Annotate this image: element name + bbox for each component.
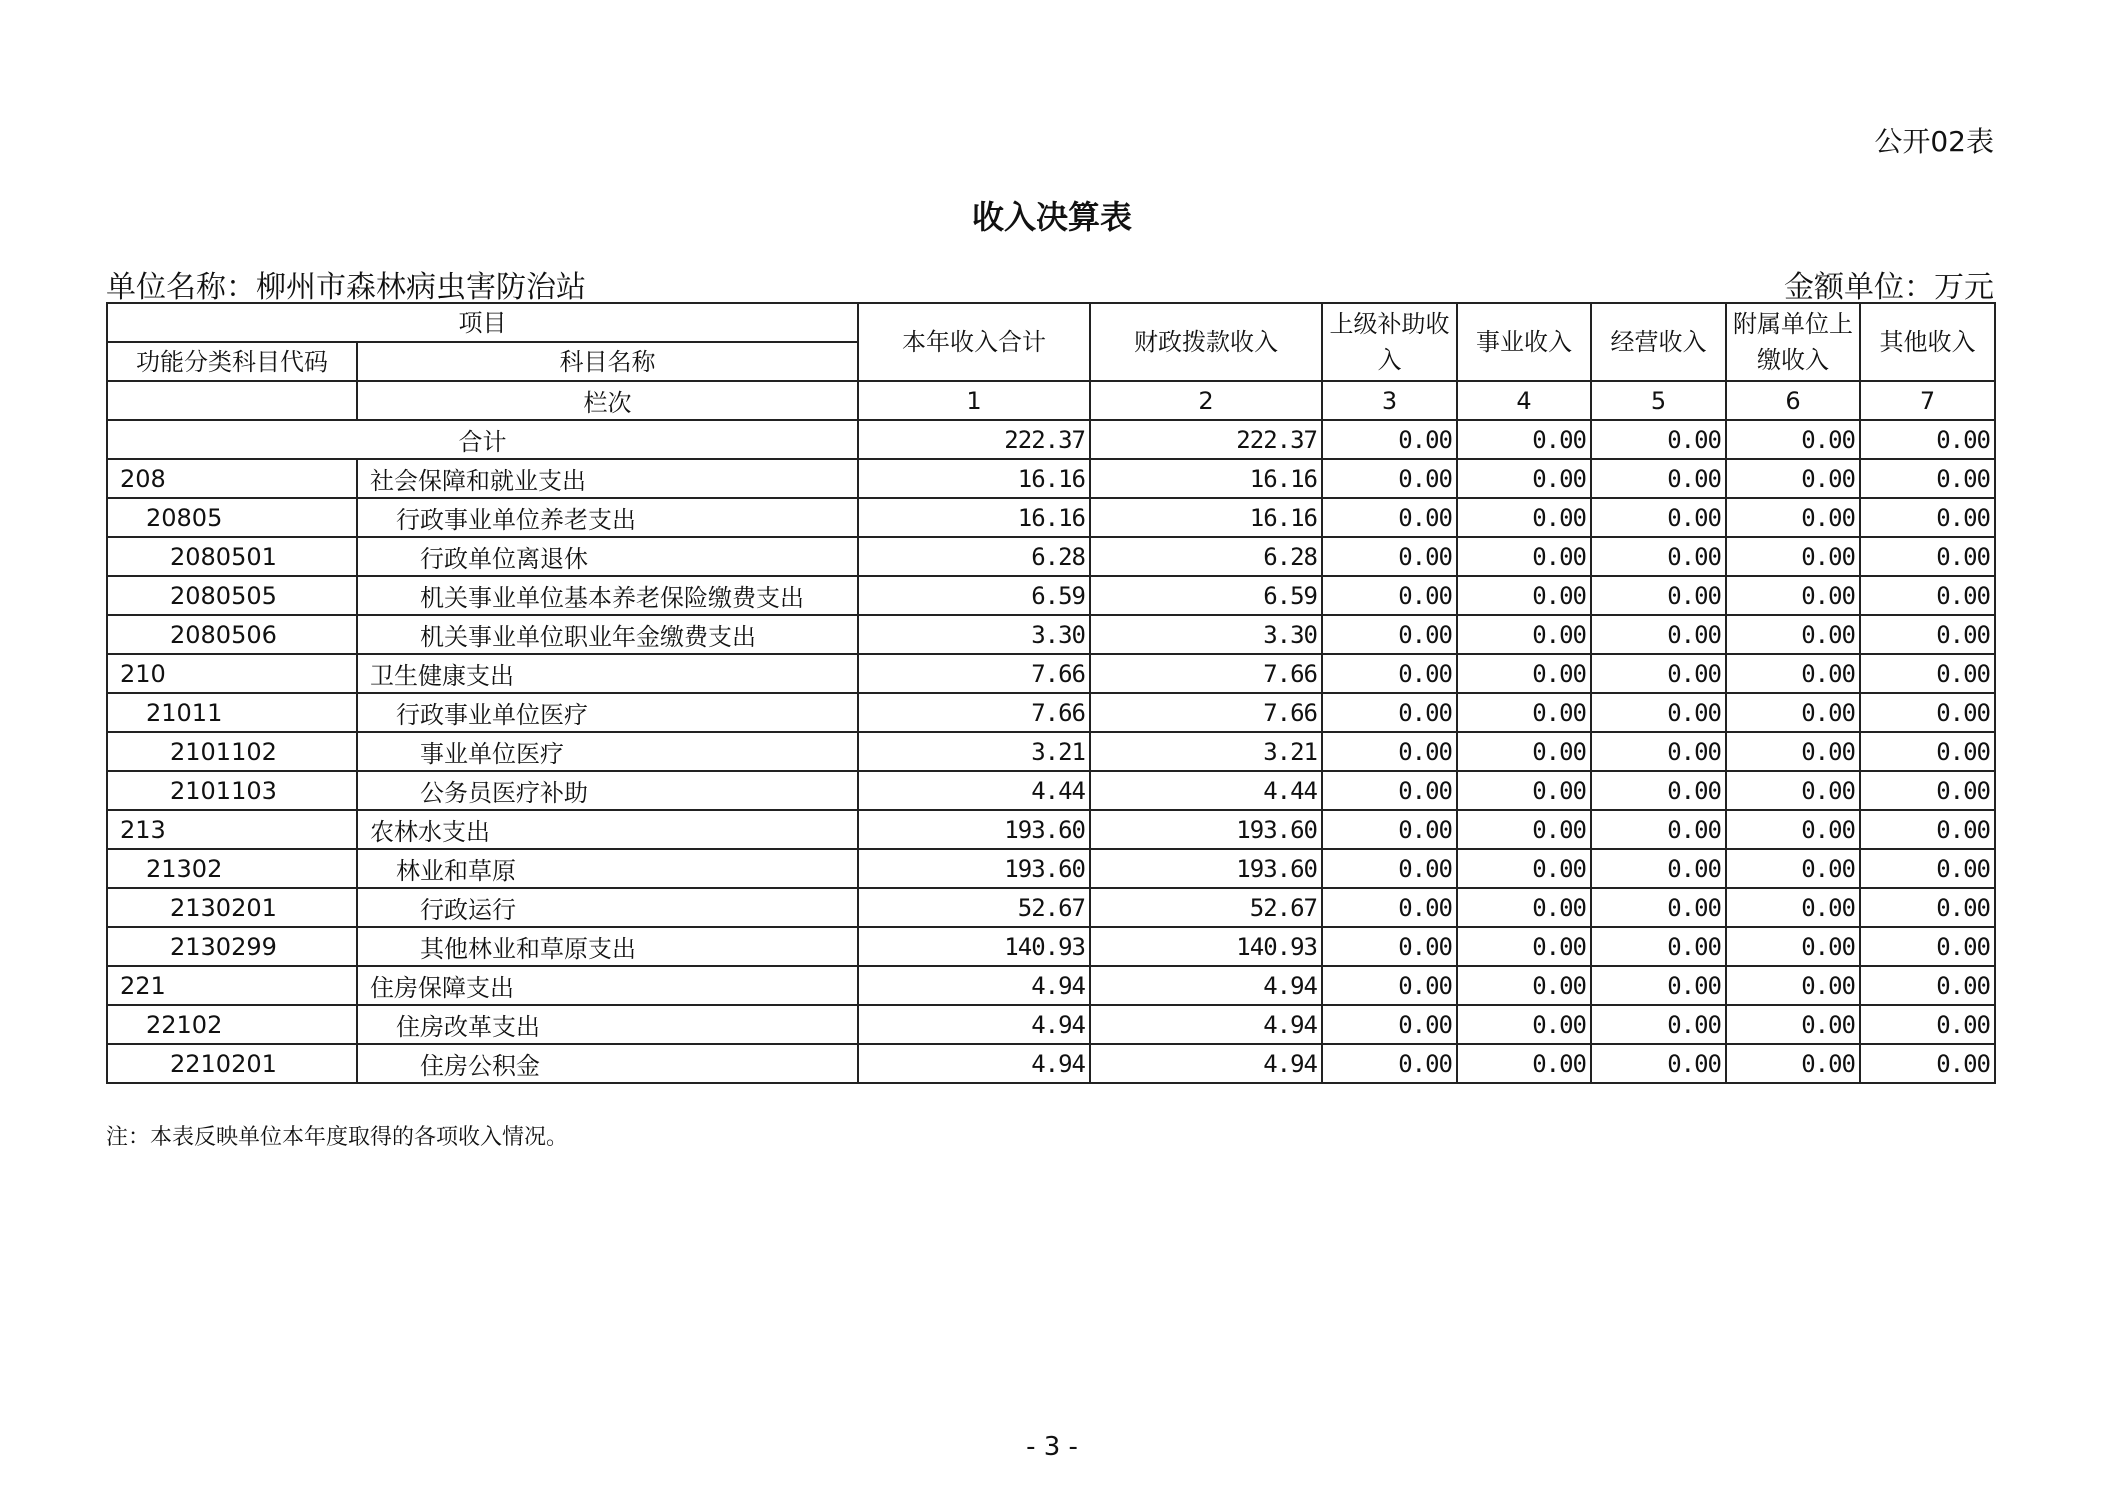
value-cell: 140.93 xyxy=(858,927,1090,966)
value-cell: 0.00 xyxy=(1457,849,1591,888)
value-cell: 0.00 xyxy=(1322,966,1457,1005)
value-cell: 0.00 xyxy=(1591,849,1726,888)
table-row xyxy=(107,966,1995,1005)
value-cell: 0.00 xyxy=(1726,927,1860,966)
value-cell: 0.00 xyxy=(1322,927,1457,966)
table-row xyxy=(107,615,1995,654)
subject-name-cell: 林业和草原 xyxy=(357,849,858,888)
subject-name-cell: 农林水支出 xyxy=(357,810,858,849)
value-cell: 0.00 xyxy=(1322,1044,1457,1083)
value-cell: 0.00 xyxy=(1322,732,1457,771)
value-cell: 0.00 xyxy=(1591,810,1726,849)
value-cell: 0.00 xyxy=(1860,537,1995,576)
total-label: 合计 xyxy=(107,420,858,459)
value-cell: 140.93 xyxy=(1090,927,1322,966)
value-cell: 7.66 xyxy=(1090,693,1322,732)
col-index: 4 xyxy=(1457,381,1591,420)
value-cell: 4.94 xyxy=(1090,1005,1322,1044)
value-cell: 0.00 xyxy=(1591,888,1726,927)
value-cell: 3.30 xyxy=(1090,615,1322,654)
func-code-cell: 2210201 xyxy=(107,1044,357,1083)
subject-name-cell: 卫生健康支出 xyxy=(357,654,858,693)
func-code-cell: 21302 xyxy=(107,849,357,888)
amount-unit: 金额单位：万元 xyxy=(1784,270,1994,305)
value-cell: 0.00 xyxy=(1591,732,1726,771)
value-cell: 0.00 xyxy=(1322,1005,1457,1044)
col-index: 6 xyxy=(1726,381,1860,420)
value-cell: 4.44 xyxy=(858,771,1090,810)
value-cell: 4.94 xyxy=(858,1005,1090,1044)
value-cell: 0.00 xyxy=(1726,1005,1860,1044)
value-cell: 0.00 xyxy=(1457,810,1591,849)
col-index: 7 xyxy=(1860,381,1995,420)
value-cell: 0.00 xyxy=(1860,810,1995,849)
unit-info-line xyxy=(106,262,1994,305)
func-code-cell: 210 xyxy=(107,654,357,693)
value-cell: 0.00 xyxy=(1860,459,1995,498)
subject-name-cell: 行政单位离退休 xyxy=(357,537,858,576)
value-cell: 0.00 xyxy=(1726,966,1860,1005)
subject-name-cell: 机关事业单位基本养老保险缴费支出 xyxy=(357,576,858,615)
value-cell: 0.00 xyxy=(1591,615,1726,654)
value-cell: 0.00 xyxy=(1860,498,1995,537)
table-row xyxy=(107,498,1995,537)
header-subject-name: 科目名称 xyxy=(357,342,858,381)
value-cell: 0.00 xyxy=(1726,693,1860,732)
table-row xyxy=(107,1044,1995,1083)
func-code-cell: 21011 xyxy=(107,693,357,732)
page-number: - 3 - xyxy=(1026,1432,1078,1462)
form-id: 公开02表 xyxy=(1874,125,1994,158)
value-cell: 0.00 xyxy=(1591,576,1726,615)
value-cell: 0.00 xyxy=(1322,420,1457,459)
value-cell: 0.00 xyxy=(1591,459,1726,498)
value-cell: 0.00 xyxy=(1860,927,1995,966)
value-cell: 0.00 xyxy=(1457,1005,1591,1044)
value-cell: 52.67 xyxy=(858,888,1090,927)
subject-name-cell: 事业单位医疗 xyxy=(357,732,858,771)
value-cell: 0.00 xyxy=(1457,459,1591,498)
value-cell: 3.30 xyxy=(858,615,1090,654)
func-code-cell: 221 xyxy=(107,966,357,1005)
table-note: 注：本表反映单位本年度取得的各项收入情况。 xyxy=(106,1125,569,1150)
value-cell: 0.00 xyxy=(1322,537,1457,576)
value-cell: 193.60 xyxy=(858,810,1090,849)
table-row xyxy=(107,927,1995,966)
value-cell: 0.00 xyxy=(1591,693,1726,732)
func-code-cell: 208 xyxy=(107,459,357,498)
subject-name-cell: 住房保障支出 xyxy=(357,966,858,1005)
value-cell: 0.00 xyxy=(1860,732,1995,771)
value-cell: 16.16 xyxy=(858,459,1090,498)
header-other: 其他收入 xyxy=(1860,303,1995,381)
func-code-cell: 2130201 xyxy=(107,888,357,927)
value-cell: 222.37 xyxy=(858,420,1090,459)
func-code-cell: 2080501 xyxy=(107,537,357,576)
table-row xyxy=(107,693,1995,732)
index-row xyxy=(107,381,1995,420)
value-cell: 0.00 xyxy=(1457,1044,1591,1083)
total-row xyxy=(107,420,1995,459)
col-index: 5 xyxy=(1591,381,1726,420)
value-cell: 16.16 xyxy=(1090,498,1322,537)
value-cell: 0.00 xyxy=(1457,498,1591,537)
value-cell: 16.16 xyxy=(858,498,1090,537)
value-cell: 0.00 xyxy=(1457,615,1591,654)
value-cell: 0.00 xyxy=(1457,693,1591,732)
income-table xyxy=(106,302,1996,1084)
value-cell: 222.37 xyxy=(1090,420,1322,459)
subject-name-cell: 机关事业单位职业年金缴费支出 xyxy=(357,615,858,654)
value-cell: 0.00 xyxy=(1322,849,1457,888)
value-cell: 0.00 xyxy=(1726,537,1860,576)
value-cell: 0.00 xyxy=(1322,771,1457,810)
header-affiliated: 附属单位上 缴收入 xyxy=(1726,303,1860,381)
table-row xyxy=(107,537,1995,576)
value-cell: 0.00 xyxy=(1860,615,1995,654)
value-cell: 16.16 xyxy=(1090,459,1322,498)
value-cell: 0.00 xyxy=(1322,615,1457,654)
subject-name-cell: 住房改革支出 xyxy=(357,1005,858,1044)
value-cell: 3.21 xyxy=(858,732,1090,771)
subject-name-cell: 行政运行 xyxy=(357,888,858,927)
value-cell: 0.00 xyxy=(1726,810,1860,849)
value-cell: 6.59 xyxy=(858,576,1090,615)
subject-name-cell: 社会保障和就业支出 xyxy=(357,459,858,498)
value-cell: 0.00 xyxy=(1591,966,1726,1005)
header-operating: 经营收入 xyxy=(1591,303,1726,381)
value-cell: 4.94 xyxy=(858,1044,1090,1083)
header-business: 事业收入 xyxy=(1457,303,1591,381)
value-cell: 193.60 xyxy=(1090,849,1322,888)
table-row xyxy=(107,888,1995,927)
value-cell: 0.00 xyxy=(1591,420,1726,459)
value-cell: 0.00 xyxy=(1322,576,1457,615)
value-cell: 0.00 xyxy=(1726,459,1860,498)
value-cell: 0.00 xyxy=(1322,498,1457,537)
subject-name-cell: 其他林业和草原支出 xyxy=(357,927,858,966)
table-row xyxy=(107,576,1995,615)
table-row xyxy=(107,654,1995,693)
value-cell: 0.00 xyxy=(1726,420,1860,459)
value-cell: 193.60 xyxy=(858,849,1090,888)
value-cell: 0.00 xyxy=(1860,888,1995,927)
value-cell: 4.44 xyxy=(1090,771,1322,810)
table-row xyxy=(107,810,1995,849)
value-cell: 0.00 xyxy=(1457,732,1591,771)
value-cell: 0.00 xyxy=(1322,693,1457,732)
col-index: 2 xyxy=(1090,381,1322,420)
header-project: 项目 xyxy=(107,303,858,342)
value-cell: 0.00 xyxy=(1860,576,1995,615)
value-cell: 0.00 xyxy=(1457,966,1591,1005)
value-cell: 0.00 xyxy=(1591,1005,1726,1044)
value-cell: 0.00 xyxy=(1322,654,1457,693)
value-cell: 0.00 xyxy=(1860,693,1995,732)
value-cell: 0.00 xyxy=(1457,420,1591,459)
value-cell: 4.94 xyxy=(1090,1044,1322,1083)
value-cell: 3.21 xyxy=(1090,732,1322,771)
header-fiscal: 财政拨款收入 xyxy=(1090,303,1322,381)
col-index: 1 xyxy=(858,381,1090,420)
value-cell: 52.67 xyxy=(1090,888,1322,927)
value-cell: 0.00 xyxy=(1860,1044,1995,1083)
value-cell: 0.00 xyxy=(1457,576,1591,615)
value-cell: 0.00 xyxy=(1591,771,1726,810)
page-title: 收入决算表 xyxy=(971,198,1132,236)
value-cell: 4.94 xyxy=(1090,966,1322,1005)
value-cell: 7.66 xyxy=(1090,654,1322,693)
index-label: 栏次 xyxy=(357,381,858,420)
header-superior: 上级补助收 入 xyxy=(1322,303,1457,381)
value-cell: 0.00 xyxy=(1726,732,1860,771)
func-code-cell: 2101102 xyxy=(107,732,357,771)
func-code-cell: 2080505 xyxy=(107,576,357,615)
table-row xyxy=(107,459,1995,498)
value-cell: 0.00 xyxy=(1726,849,1860,888)
table-row xyxy=(107,732,1995,771)
subject-name-cell: 行政事业单位养老支出 xyxy=(357,498,858,537)
value-cell: 0.00 xyxy=(1726,615,1860,654)
value-cell: 0.00 xyxy=(1457,927,1591,966)
col-index: 3 xyxy=(1322,381,1457,420)
unit-name: 单位名称：柳州市森林病虫害防治站 xyxy=(106,270,586,305)
value-cell: 0.00 xyxy=(1726,498,1860,537)
value-cell: 0.00 xyxy=(1591,1044,1726,1083)
table-row xyxy=(107,849,1995,888)
func-code-cell: 213 xyxy=(107,810,357,849)
table-row xyxy=(107,771,1995,810)
value-cell: 0.00 xyxy=(1591,537,1726,576)
value-cell: 0.00 xyxy=(1457,537,1591,576)
value-cell: 0.00 xyxy=(1457,771,1591,810)
value-cell: 0.00 xyxy=(1322,888,1457,927)
header-func-code: 功能分类科目代码 xyxy=(107,342,357,381)
value-cell: 0.00 xyxy=(1591,654,1726,693)
func-code-cell: 20805 xyxy=(107,498,357,537)
value-cell: 0.00 xyxy=(1322,810,1457,849)
subject-name-cell: 公务员医疗补助 xyxy=(357,771,858,810)
value-cell: 0.00 xyxy=(1860,849,1995,888)
table-row xyxy=(107,1005,1995,1044)
value-cell: 6.59 xyxy=(1090,576,1322,615)
value-cell: 0.00 xyxy=(1322,459,1457,498)
value-cell: 6.28 xyxy=(1090,537,1322,576)
value-cell: 0.00 xyxy=(1726,888,1860,927)
subject-name-cell: 行政事业单位医疗 xyxy=(357,693,858,732)
value-cell: 7.66 xyxy=(858,693,1090,732)
value-cell: 0.00 xyxy=(1591,927,1726,966)
value-cell: 0.00 xyxy=(1726,771,1860,810)
value-cell: 0.00 xyxy=(1860,771,1995,810)
subject-name-cell: 住房公积金 xyxy=(357,1044,858,1083)
value-cell: 0.00 xyxy=(1457,654,1591,693)
value-cell: 0.00 xyxy=(1726,654,1860,693)
value-cell: 0.00 xyxy=(1457,888,1591,927)
value-cell: 193.60 xyxy=(1090,810,1322,849)
func-code-cell: 2080506 xyxy=(107,615,357,654)
value-cell: 0.00 xyxy=(1591,498,1726,537)
value-cell: 0.00 xyxy=(1860,420,1995,459)
value-cell: 0.00 xyxy=(1726,1044,1860,1083)
value-cell: 4.94 xyxy=(858,966,1090,1005)
value-cell: 6.28 xyxy=(858,537,1090,576)
func-code-cell: 2130299 xyxy=(107,927,357,966)
value-cell: 0.00 xyxy=(1860,654,1995,693)
value-cell: 0.00 xyxy=(1860,966,1995,1005)
func-code-cell: 2101103 xyxy=(107,771,357,810)
func-code-cell: 22102 xyxy=(107,1005,357,1044)
value-cell: 7.66 xyxy=(858,654,1090,693)
header-total: 本年收入合计 xyxy=(858,303,1090,381)
value-cell: 0.00 xyxy=(1860,1005,1995,1044)
value-cell: 0.00 xyxy=(1726,576,1860,615)
